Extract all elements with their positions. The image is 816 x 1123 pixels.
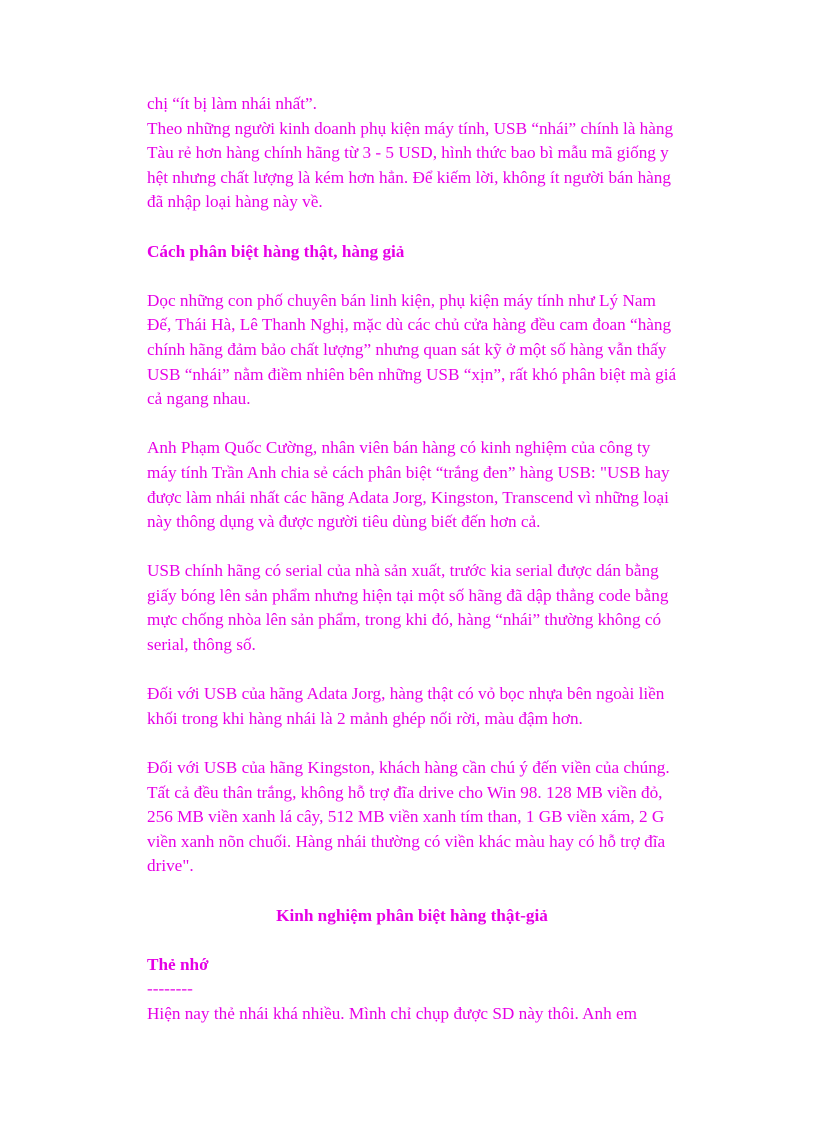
paragraph-anh-pham-quoc-cuong: Anh Phạm Quốc Cường, nhân viên bán hàng có kinh nghiệm của công ty máy tính Trần Anh chia sẻ cách phân biệt “trắng đen” hàng USB: "USB hay được làm nhái nhất các hãng Adata Jorg, Kingston, Transcend vì những loại này thông dụng và được người tiêu dùng biết đến hơn cả. xyxy=(147,438,670,532)
paragraph-gap xyxy=(147,215,677,240)
paragraph-gap xyxy=(147,928,677,953)
paragraph-gap xyxy=(147,731,677,756)
paragraph-gap xyxy=(147,264,677,289)
section-heading-phan-biet: Cách phân biệt hàng thật, hàng giả xyxy=(147,241,405,261)
paragraph-adata-jorg: Đối với USB của hãng Adata Jorg, hàng thật có vỏ bọc nhựa bên ngoài liền khối trong khi hàng nhái là 2 mảnh ghép nối rời, màu đậm hơn. xyxy=(147,684,665,728)
paragraph-continuation: chị “ít bị làm nhái nhất”. xyxy=(147,94,317,113)
paragraph-gap xyxy=(147,879,677,904)
paragraph-gap xyxy=(147,658,677,683)
paragraph-gap xyxy=(147,412,677,437)
document-body xyxy=(147,92,677,1027)
separator-dashes: -------- xyxy=(147,979,193,999)
paragraph-gap xyxy=(147,535,677,560)
section-heading-kinh-nghiem: Kinh nghiệm phân biệt hàng thật-giả xyxy=(276,905,548,925)
paragraph-doc-nhung-con-pho: Dọc những con phố chuyên bán linh kiện, phụ kiện máy tính như Lý Nam Đế, Thái Hà, Lê Thanh Nghị, mặc dù các chủ cửa hàng đều cam đoan “hàng chính hãng đảm bảo chất lượng” nhưng quan sát kỹ ở một số hàng vẫn thấy USB “nhái” nằm điềm nhiên bên những USB “xịn”, rất khó phân biệt mà giá cả ngang nhau. xyxy=(147,290,677,409)
paragraph-usb-nhai: Theo những người kinh doanh phụ kiện máy tính, USB “nhái” chính là hàng Tàu rẻ hơn hàng chính hãng từ 3 - 5 USD, hình thức bao bì mẫu mã giống y hệt nhưng chất lượng là kém hơn hẳn. Để kiếm lời, không ít người bán hàng đã nhập loại hàng này về. xyxy=(147,118,674,212)
paragraph-usb-chinh-hang: USB chính hãng có serial của nhà sản xuất, trước kia serial được dán bằng giấy bóng lên sản phẩm nhưng hiện tại một số hãng đã dập thẳng code bằng mực chống nhòa lên sản phẩm, trong khi đó, hàng “nhái” thường không có serial, thông số. xyxy=(147,561,669,655)
subheading-the-nho: Thẻ nhớ xyxy=(147,954,209,974)
paragraph-the-nhai: Hiện nay thẻ nhái khá nhiều. Mình chỉ chụp được SD này thôi. Anh em xyxy=(147,1003,638,1023)
paragraph-kingston: Đối với USB của hãng Kingston, khách hàng cần chú ý đến viền của chúng. Tất cả đều thân trắng, không hỗ trợ đĩa drive cho Win 98. 128 MB viền đỏ, 256 MB viền xanh lá cây, 512 MB viền xanh tím than, 1 GB viền xám, 2 G viền xanh nõn chuối. Hàng nhái thường có viền khác màu hay có hỗ trợ đĩa drive". xyxy=(147,758,670,876)
